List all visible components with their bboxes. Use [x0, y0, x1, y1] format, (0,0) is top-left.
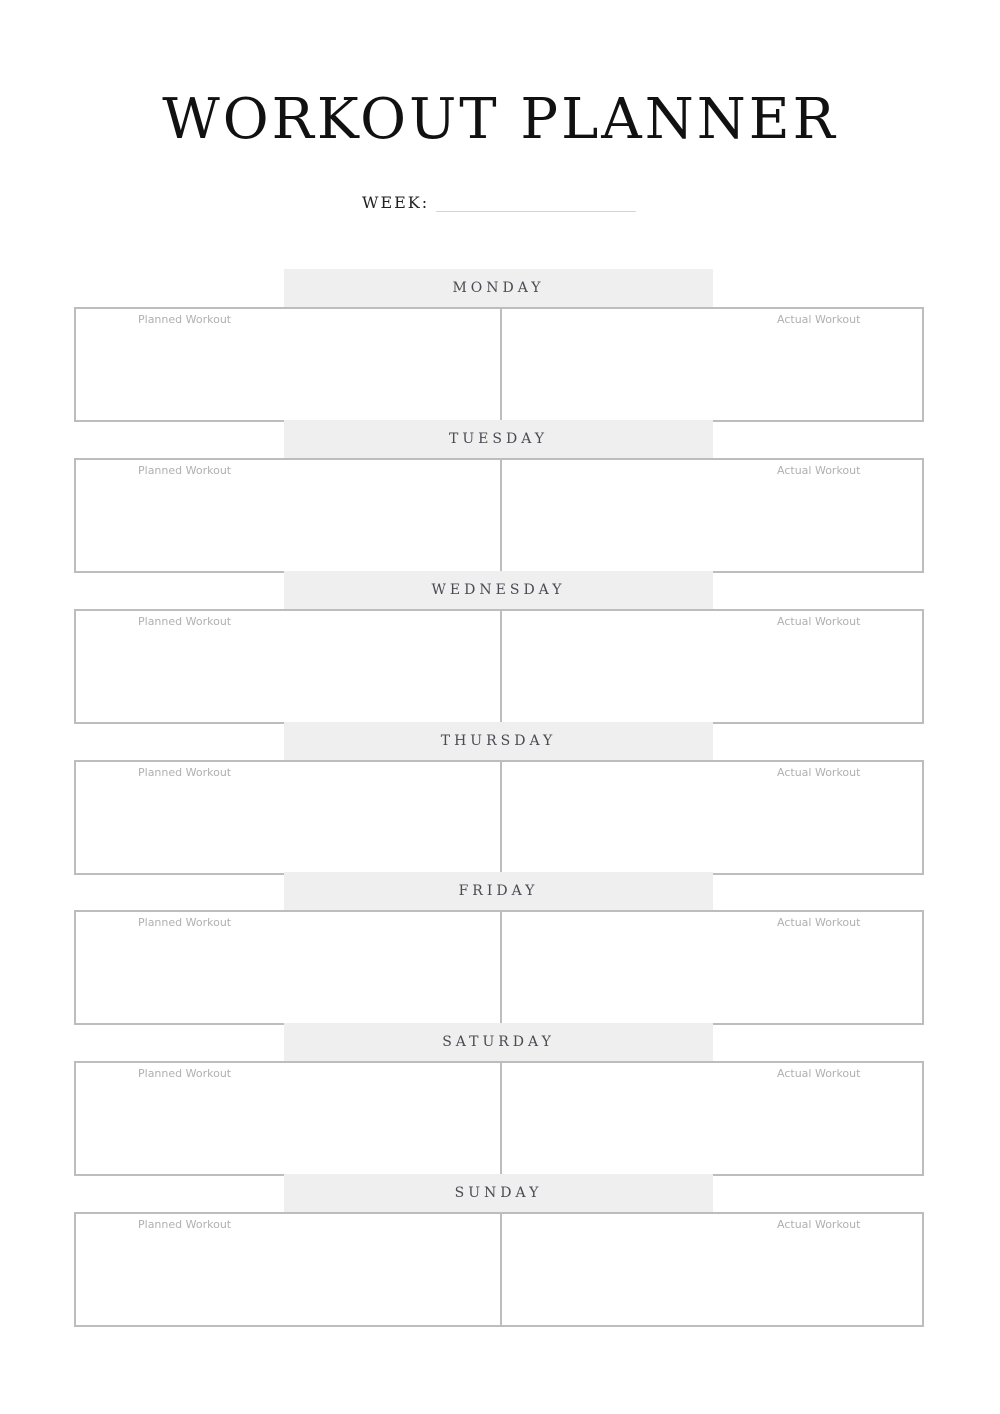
- column-divider: [500, 762, 502, 873]
- day-header-monday: MONDAY: [284, 269, 713, 308]
- day-header-tuesday: TUESDAY: [284, 420, 713, 459]
- day-section-sunday: [0, 1174, 1000, 1325]
- day-box-monday: [74, 307, 924, 422]
- actual-workout-label: Actual Workout: [777, 766, 861, 779]
- planned-workout-label: Planned Workout: [138, 766, 232, 779]
- day-box-wednesday: [74, 609, 924, 724]
- actual-workout-label: Actual Workout: [777, 916, 861, 929]
- planned-workout-label: Planned Workout: [138, 1067, 232, 1080]
- week-input-line[interactable]: [436, 211, 636, 212]
- day-box-friday: [74, 910, 924, 1025]
- day-section-monday: [0, 269, 1000, 420]
- day-header-wednesday: WEDNESDAY: [284, 571, 713, 610]
- page-title: WORKOUT PLANNER: [162, 87, 838, 152]
- day-box-tuesday: [74, 458, 924, 573]
- column-divider: [500, 460, 502, 571]
- day-section-tuesday: [0, 420, 1000, 571]
- planned-workout-label: Planned Workout: [138, 313, 232, 326]
- day-section-saturday: [0, 1023, 1000, 1174]
- column-divider: [500, 1063, 502, 1174]
- column-divider: [500, 309, 502, 420]
- day-header-saturday: SATURDAY: [284, 1023, 713, 1062]
- day-box-saturday: [74, 1061, 924, 1176]
- actual-workout-label: Actual Workout: [777, 464, 861, 477]
- planned-workout-label: Planned Workout: [138, 464, 232, 477]
- actual-workout-label: Actual Workout: [777, 1218, 861, 1231]
- actual-workout-label: Actual Workout: [777, 313, 861, 326]
- planned-workout-label: Planned Workout: [138, 916, 232, 929]
- planned-workout-label: Planned Workout: [138, 615, 232, 628]
- day-section-thursday: [0, 722, 1000, 873]
- day-box-thursday: [74, 760, 924, 875]
- column-divider: [500, 611, 502, 722]
- day-section-friday: [0, 872, 1000, 1023]
- day-box-sunday: [74, 1212, 924, 1327]
- day-header-friday: FRIDAY: [284, 872, 713, 911]
- column-divider: [500, 912, 502, 1023]
- column-divider: [500, 1214, 502, 1325]
- actual-workout-label: Actual Workout: [777, 1067, 861, 1080]
- week-label: WEEK:: [362, 193, 430, 212]
- week-field: [362, 192, 642, 216]
- actual-workout-label: Actual Workout: [777, 615, 861, 628]
- day-section-wednesday: [0, 571, 1000, 722]
- planned-workout-label: Planned Workout: [138, 1218, 232, 1231]
- day-header-sunday: SUNDAY: [284, 1174, 713, 1213]
- day-header-thursday: THURSDAY: [284, 722, 713, 761]
